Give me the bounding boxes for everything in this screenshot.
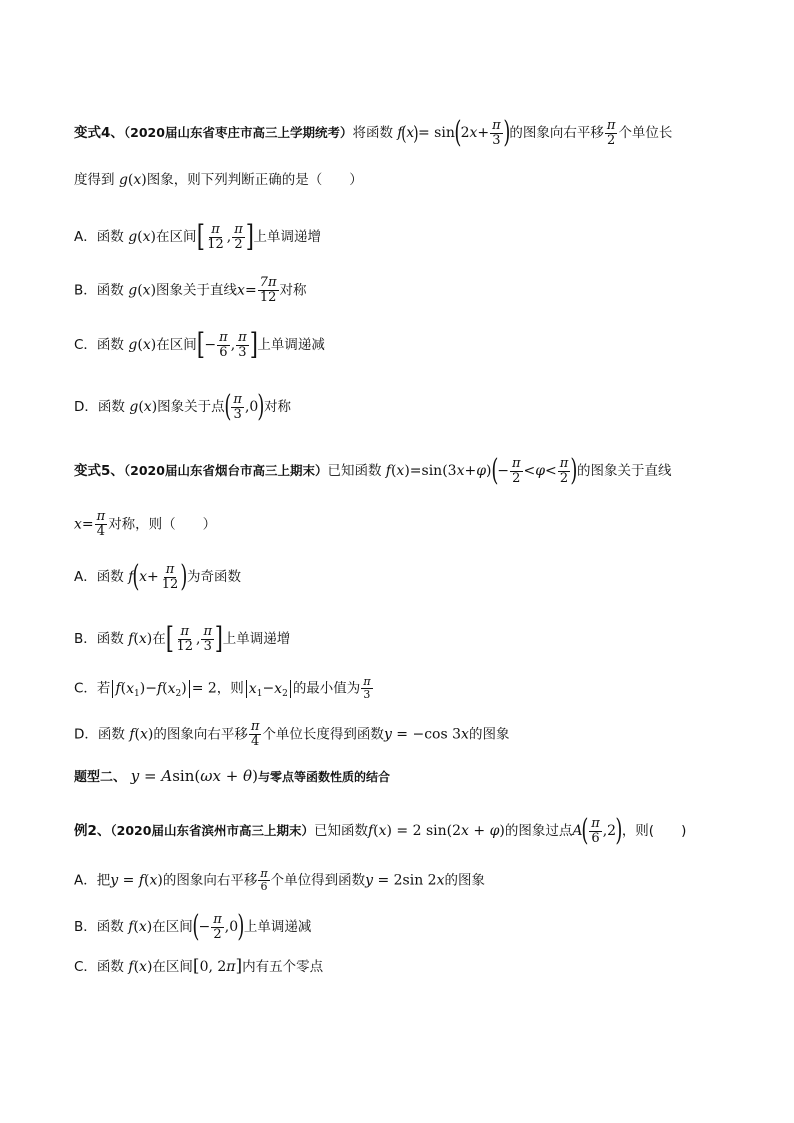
v4-stem-line2: 度得到 g(x)图象，则下列判断正确的是（ ） — [74, 172, 363, 188]
frac-pi-2: $\frac{\pi}{2}$ — [606, 117, 616, 148]
formula-f: f — [397, 125, 403, 141]
v4-source: （2020届山东省枣庄市高三上学期统考） — [123, 125, 353, 140]
ex2-option-b: B．函数 f(x)在区间(− $\frac{\pi}{2}$ ,0)上单调递减 — [74, 909, 312, 944]
v4-option-d: D．函数 g(x)图象关于点( $\frac{\pi}{3}$ ,0)对称 — [74, 389, 292, 424]
ex2-label: 例2、 — [74, 823, 111, 839]
v5-label: 变式5、 — [74, 463, 124, 479]
v5-option-a: A．函数 f(x+ $\frac{\pi}{12}$ )为奇函数 — [74, 559, 242, 594]
section-heading-type2: 题型二、 y = Asin(ωx + θ)与零点等函数性质的结合 — [74, 767, 390, 785]
v4-label: 变式4、 — [74, 125, 124, 141]
v4-stem-line1: 变式4、（2020届山东省枣庄市高三上学期统考）将函数 f(x)= sin(2x+ $\frac{\pi}{3}$ )的图象向右平移 $\frac{\pi}{2}$ 个单位长 — [74, 115, 673, 150]
ex2-option-a: A．把y = f(x)的图象向右平移 $\frac{\pi}{6}$ 个单位得到函数y = 2sin 2x的图象 — [74, 867, 485, 893]
v5-option-b: B．函数 f(x)在[ $\frac{\pi}{12}$ , $\frac{\pi}{3}$ ]上单调递增 — [74, 621, 291, 656]
v5-stem-line1: 变式5、（2020届山东省烟台市高三上期末）已知函数 f(x)=sin(3x+φ)(− $\frac{\pi}{2}$ <φ< $\frac{\pi}{2}$ )的图象关于直线 — [74, 453, 672, 488]
ex2-source: （2020届山东省滨州市高三上期末） — [110, 823, 314, 838]
v4-option-b: B．函数 g(x)图象关于直线x= $\frac{7\pi}{12}$ 对称 — [74, 275, 307, 305]
v5-option-c: C．若 $f(x_1)-f(x_2) = 2$，则 $x_1-x_2$ 的最小值为 $\frac{\pi}{3}$ — [74, 675, 371, 701]
v4-option-a: A．函数 g(x)在区间[ $\frac{\pi}{12}$ , $\frac{\pi}{2}$ ]上单调递增 — [74, 219, 321, 254]
v5-stem-line2: x= $\frac{\pi}{4}$ 对称，则（ ） — [74, 509, 217, 539]
ex2-option-c: C．函数 f(x)在区间[0, 2π]内有五个零点 — [74, 956, 324, 976]
v5-source: （2020届山东省烟台市高三上期末） — [123, 463, 328, 478]
frac-pi-3: $\frac{\pi}{3}$ — [492, 117, 501, 148]
ex2-stem: 例2、（2020届山东省滨州市高三上期末）已知函数f(x) = 2 sin(2x + φ)的图象过点A( $\frac{\pi}{6}$ ,2)，则( ) — [74, 813, 687, 848]
v5-option-d: D．函数 f(x)的图象向右平移 $\frac{\pi}{4}$ 个单位长度得到函数y = −cos 3x的图象 — [74, 719, 510, 749]
v4-option-c: C．函数 g(x)在区间[− $\frac{\pi}{6}$ , $\frac{\pi}{3}$ ]上单调递减 — [74, 327, 325, 362]
